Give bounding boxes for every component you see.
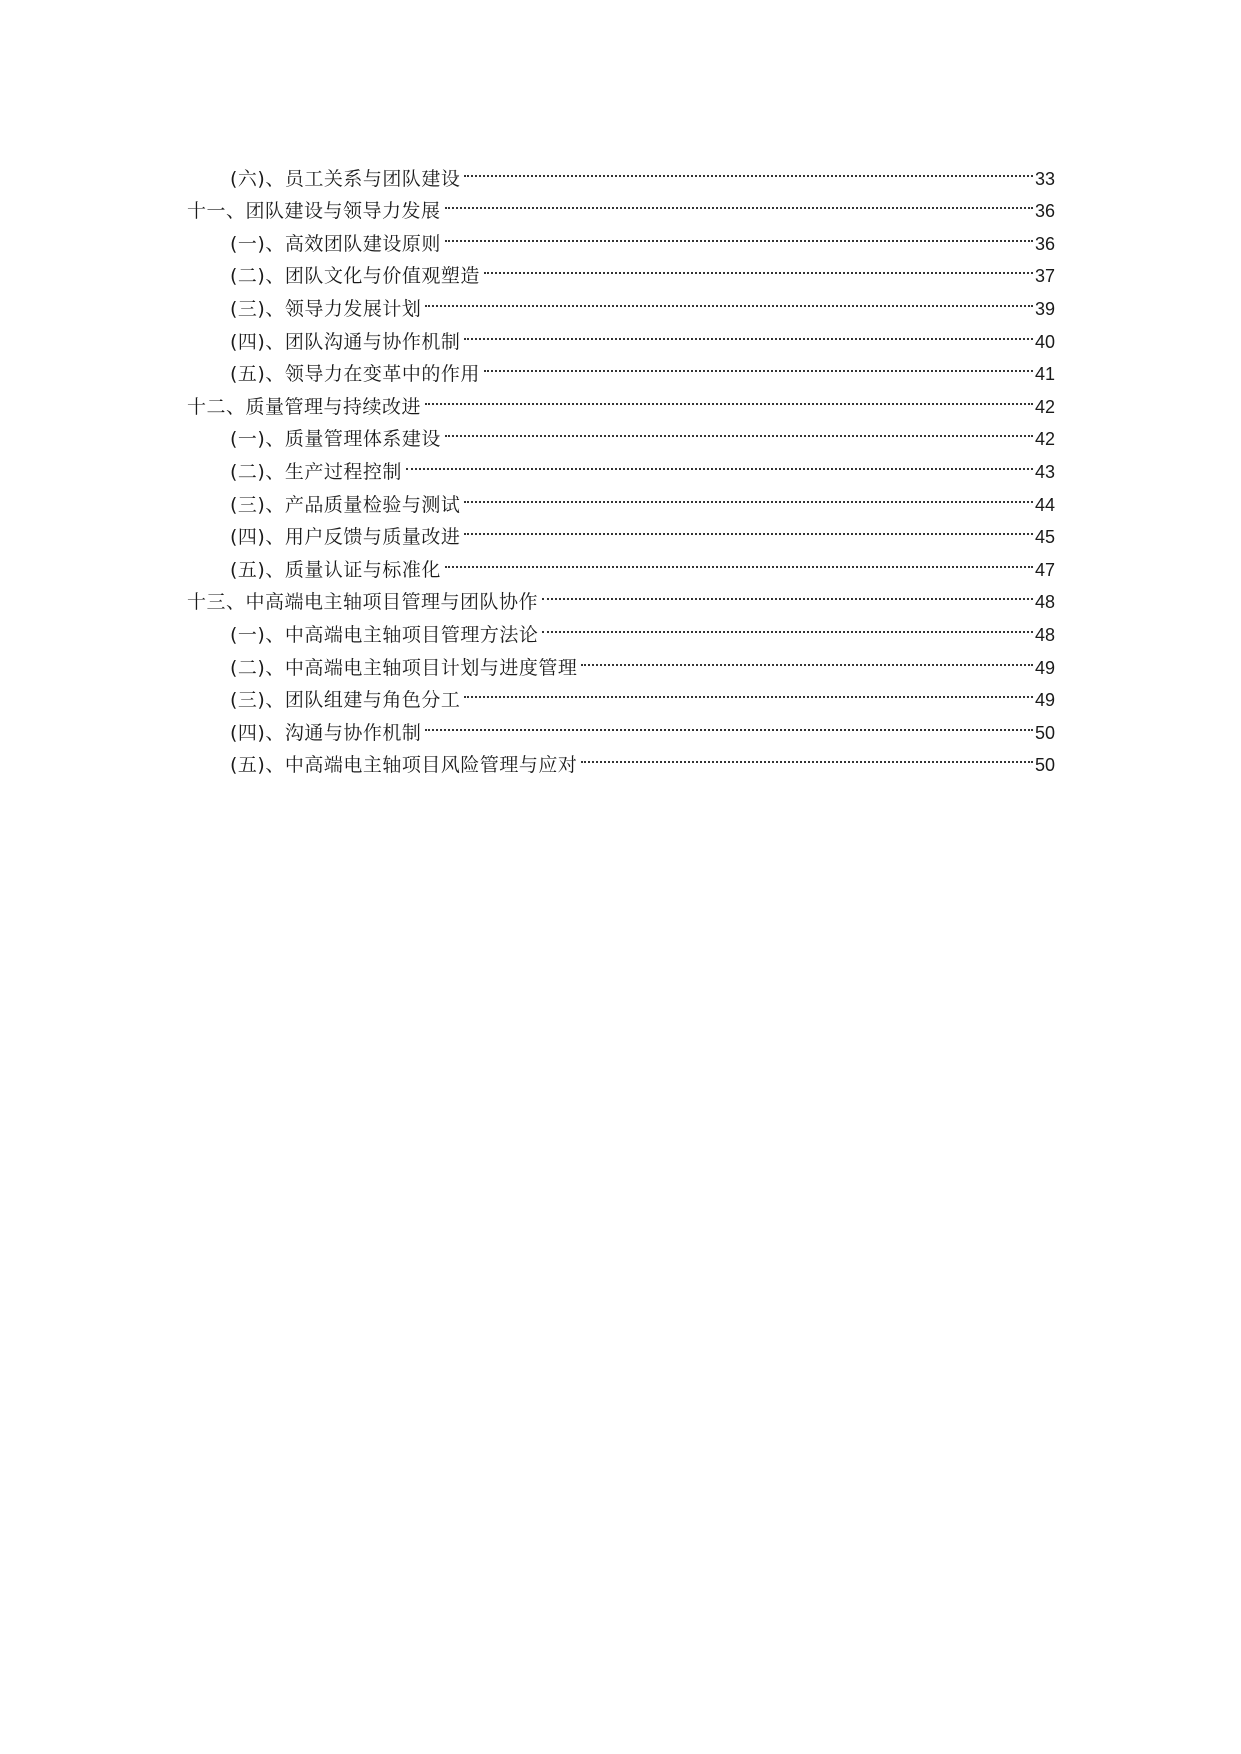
toc-entry-title: (六)、员工关系与团队建设 — [230, 167, 461, 190]
toc-dot-leader — [464, 315, 1033, 348]
toc-dot-leader — [464, 478, 1033, 511]
toc-entry-title: (三)、团队组建与角色分工 — [230, 689, 461, 712]
toc-entry-title: (五)、领导力在变革中的作用 — [230, 363, 480, 386]
toc-entry-page-number: 40 — [1034, 331, 1055, 352]
toc-entry-page-number: 50 — [1034, 722, 1055, 743]
toc-entry-title: (二)、中高端电主轴项目计划与进度管理 — [230, 656, 578, 679]
toc-dot-leader — [464, 674, 1033, 707]
toc-dot-leader — [425, 706, 1033, 739]
toc-entry-page-number: 50 — [1034, 755, 1055, 776]
toc-entry-title: (五)、中高端电主轴项目风险管理与应对 — [230, 754, 578, 777]
toc-entry-page-number: 33 — [1034, 168, 1055, 189]
toc-dot-leader — [445, 543, 1033, 576]
toc-entry-page-number: 36 — [1034, 201, 1055, 222]
toc-dot-leader — [484, 250, 1033, 283]
toc-entry-title: (三)、产品质量检验与测试 — [230, 493, 461, 516]
toc-entry-title: (四)、用户反馈与质量改进 — [230, 526, 461, 549]
toc-entry-page-number: 42 — [1034, 396, 1055, 417]
toc-dot-leader — [464, 152, 1033, 185]
toc-entry-title: 十三、中高端电主轴项目管理与团队协作 — [187, 591, 539, 614]
toc-entry-page-number: 41 — [1034, 364, 1055, 385]
toc-dot-leader — [464, 511, 1033, 544]
toc-entry-title: (一)、高效团队建设原则 — [230, 232, 441, 255]
toc-dot-leader — [542, 576, 1033, 609]
toc-entry-page-number: 44 — [1034, 494, 1055, 515]
toc-entry-page-number: 47 — [1034, 559, 1055, 580]
toc-dot-leader — [445, 217, 1033, 250]
toc-entry-title: (二)、团队文化与价值观塑造 — [230, 265, 480, 288]
toc-section-entry[interactable] — [187, 152, 1055, 190]
toc-dot-leader — [484, 348, 1033, 381]
toc-entry-page-number: 48 — [1034, 624, 1055, 645]
toc-entry-title: (四)、沟通与协作机制 — [230, 721, 422, 744]
toc-dot-leader — [445, 413, 1033, 446]
toc-entry-title: (五)、质量认证与标准化 — [230, 558, 441, 581]
toc-dot-leader — [445, 185, 1033, 218]
toc-dot-leader — [542, 608, 1033, 641]
toc-entry-title: 十一、团队建设与领导力发展 — [187, 200, 441, 223]
toc-dot-leader — [425, 380, 1033, 413]
toc-entry-title: (四)、团队沟通与协作机制 — [230, 330, 461, 353]
toc-entry-title: (一)、质量管理体系建设 — [230, 428, 441, 451]
toc-entry-page-number: 43 — [1034, 461, 1055, 482]
toc-dot-leader — [425, 282, 1033, 315]
toc-dot-leader — [581, 641, 1033, 674]
toc-dot-leader — [406, 445, 1033, 478]
toc-entry-title: (二)、生产过程控制 — [230, 460, 402, 483]
toc-entry-page-number: 39 — [1034, 298, 1055, 319]
toc-entry-page-number: 36 — [1034, 233, 1055, 254]
toc-entry-page-number: 37 — [1034, 266, 1055, 287]
toc-entry-page-number: 49 — [1034, 690, 1055, 711]
toc-entry-page-number: 49 — [1034, 657, 1055, 678]
toc-entry-page-number: 48 — [1034, 592, 1055, 613]
toc-dot-leader — [581, 739, 1033, 772]
toc-entry-title: (三)、领导力发展计划 — [230, 297, 422, 320]
toc-entry-page-number: 45 — [1034, 527, 1055, 548]
table-of-contents — [187, 152, 1055, 777]
toc-entry-title: (一)、中高端电主轴项目管理方法论 — [230, 623, 539, 646]
toc-entry-page-number: 42 — [1034, 429, 1055, 450]
toc-entry-title: 十二、质量管理与持续改进 — [187, 395, 422, 418]
